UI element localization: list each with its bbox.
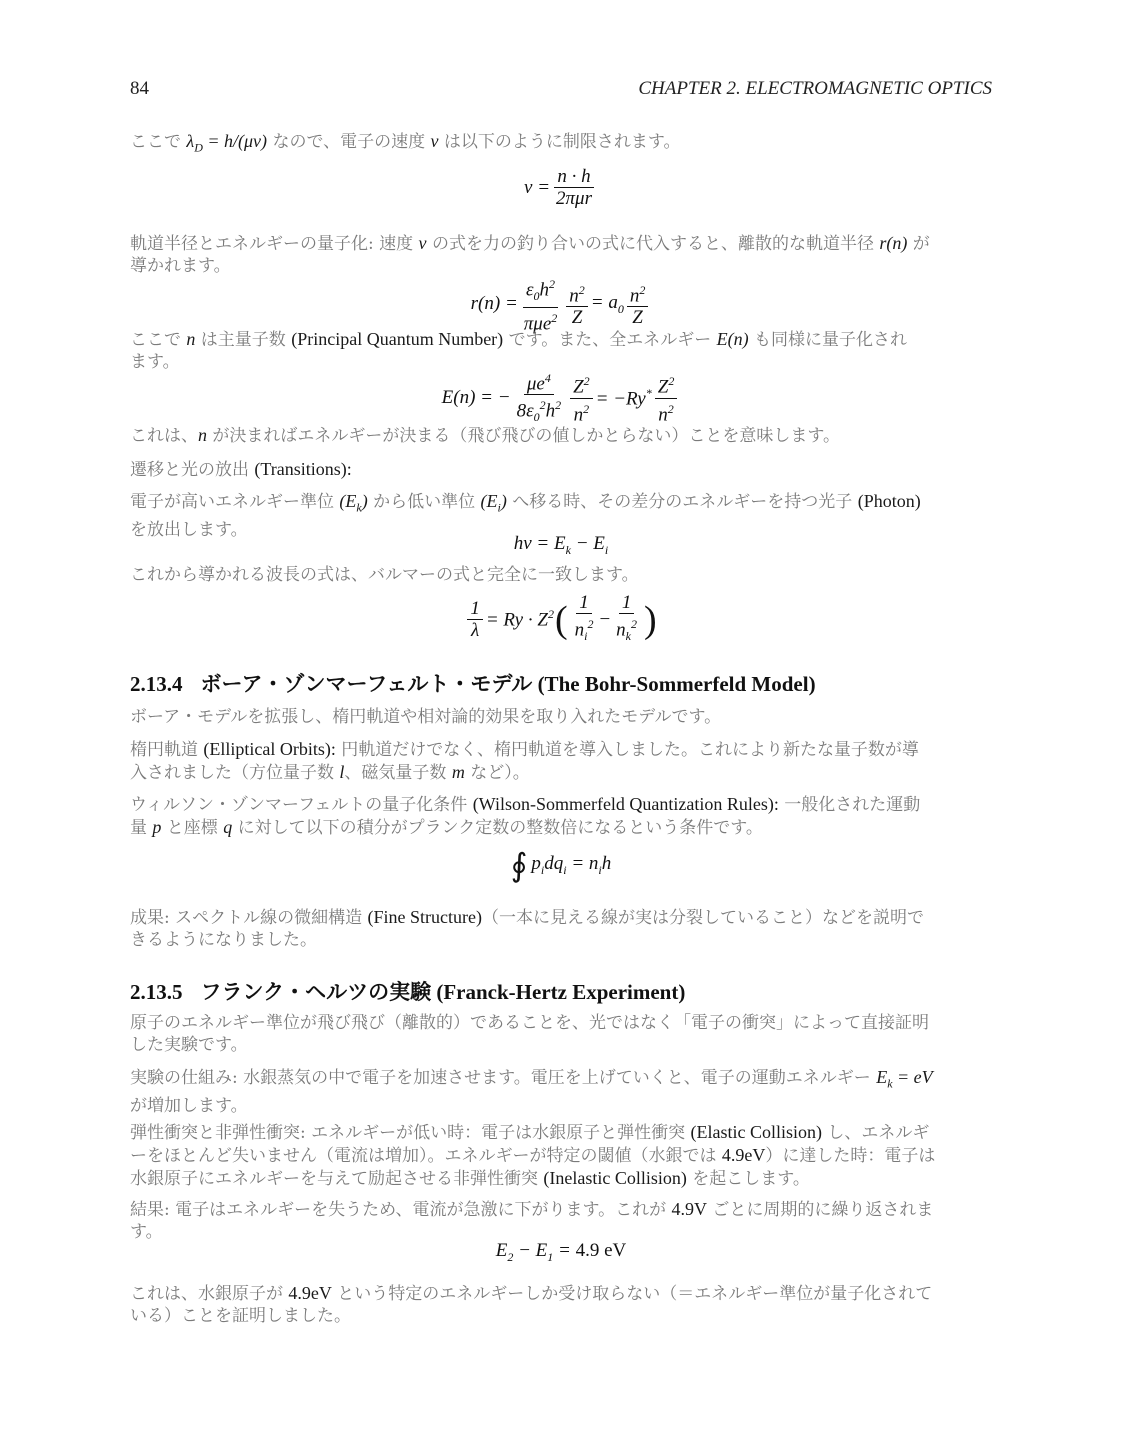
equation-photon-energy: $h\nu = E_k - E_i$	[513, 533, 609, 557]
paragraph-de-broglie: ここで $\lambda_D = h/(\mu v)$ なので、電子の速度 v は以下のように制限されます。	[130, 131, 681, 155]
section-heading-franck-hertz: 2.13.5 フランク・ヘルツの実験 (Franck-Hertz Experiment)	[130, 980, 686, 1004]
paragraph-bohr-extension: ボーア・モデルを拡張し、楕円軌道や相対論的効果を取り入れたモデルです。	[130, 707, 722, 727]
paragraph-balmer: これから導かれる波長の式は、バルマーの式と完全に一致します。	[130, 565, 639, 585]
paragraph-photon-emission: 電子が高いエネルギー準位 $(E_k)$ から低い準位 $(E_i)$ へ移る時、その差分のエネルギーを持つ光子 (Photon) を放出します。	[130, 491, 921, 540]
paragraph-conclusion: これは、水銀原子が 4.9eV という特定のエネルギーしか受け取らない（＝エネルギー準位が量子化されて いる）ことを証明しました。	[130, 1283, 933, 1326]
paragraph-transitions-heading: 遷移と光の放出 (Transitions):	[130, 459, 352, 480]
equation-velocity: v = $\frac{n \cdot h}{\text{2πμr}}$	[524, 166, 592, 209]
contour-integral-icon: ∮	[510, 847, 528, 883]
equation-energy: E(n) = − $\frac{\mu e^4}{8\varepsilon_0^2h^2}$ $\frac{Z^2}{n^2}$ = −Ry* $\frac{Z^2}{n^2}$	[130, 368, 992, 428]
paragraph-quantization-rules: ウィルソン・ゾンマーフェルトの量子化条件 (Wilson-Sommerfeld Quantization Rules): 一般化された運動 量 p と座標 q に対して以下の積分がプランク定数の整数倍になるという条件です。	[130, 794, 921, 838]
equation-rydberg: $\frac{1}{\lambda}$ = $Ry \cdot Z^2$ ( $\frac{1}{n_i^2}$ − $\frac{1}{n_k^2}$ )	[130, 592, 992, 647]
equation-radius: r(n) = $\frac{\varepsilon_0h^2}{\pi\mu e^2}$ $\frac{n^2}{Z}$ = $a_0$ $\frac{n^2}{Z}$	[130, 274, 992, 334]
paragraph-franck-hertz-intro: 原子のエネルギー準位が飛び飛び（離散的）であることを、光ではなく「電子の衝突」によって直接証明 した実験です。	[130, 1013, 929, 1055]
paragraph-discrete-energy: これは、n が決まればエネルギーが決まる（飛び飛びの値しかとらない）ことを意味します。	[130, 425, 841, 446]
running-header	[130, 78, 992, 100]
math-inline: $\lambda_D = h/(\mu v)$	[186, 131, 268, 155]
page-number: 84	[130, 78, 149, 99]
paragraph-principal-quantum: ここで n は主量子数 (Principal Quantum Number) です。また、全エネルギー E(n) も同様に量子化され ます。	[130, 329, 908, 372]
paragraph-elliptical-orbits: 楕円軌道 (Elliptical Orbits): 円軌道だけでなく、楕円軌道を導入しました。これにより新たな量子数が導 入されました（方位量子数 l、磁気量子数 m など）。	[130, 739, 919, 783]
equation-wilson-sommerfeld: ∮ $p_idq_i = n_ih$	[510, 847, 612, 883]
section-heading-bohr-sommerfeld: 2.13.4 ボーア・ゾンマーフェルト・モデル (The Bohr-Sommerfeld Model)	[130, 672, 816, 696]
paragraph-mechanism: 実験の仕組み: 水銀蒸気の中で電子を加速させます。電圧を上げていくと、電子の運動エネルギー $E_k$ = eV が増加します。	[130, 1067, 933, 1116]
paragraph-fine-structure: 成果: スペクトル線の微細構造 (Fine Structure)（一本に見える線が実は分裂していること）などを説明で きるようになりました。	[130, 907, 925, 950]
paragraph-orbit-radius: 軌道半径とエネルギーの量子化: 速度 v の式を力の釣り合いの式に代入すると、離散的な軌道半径 r(n) が 導かれます。	[130, 233, 930, 276]
paragraph-collisions: 弾性衝突と非弾性衝突: エネルギーが低い時：電子は水銀原子と弾性衝突 (Elastic Collision) し、エネルギ ーをほとんど失いません（電流は増加）。エネルギーが特定の閾値（水銀では 4.9eV）に達した時：電子は 水銀原子にエネルギーを与えて励起させる非弾性衝突 (Inelastic Collision) を起こします。	[130, 1122, 936, 1189]
paragraph-result: 結果: 電子はエネルギーを失うため、電流が急激に下がります。これが 4.9V ごとに周期的に繰り返されま す。	[130, 1199, 934, 1242]
chapter-title: CHAPTER 2. ELECTROMAGNETIC OPTICS	[638, 78, 992, 99]
equation-energy-gap: $E_2 - E_1 = 4.9$ eV	[495, 1240, 627, 1264]
